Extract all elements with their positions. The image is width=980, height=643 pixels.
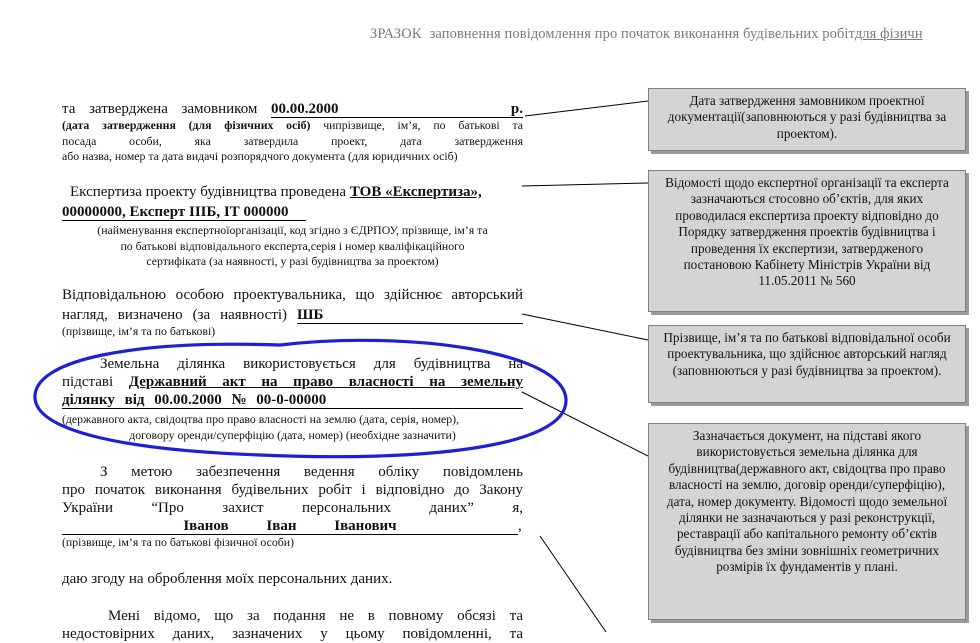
consent-note: (прізвище, ім’я та по батькові фізичної особи) — [62, 535, 295, 549]
supervision-note: (прізвище, ім’я та по батькові) — [62, 324, 216, 338]
consent-comma: , — [518, 518, 522, 534]
approval-date-field[interactable]: 00.00.2000 р. — [271, 101, 524, 117]
callout-approval-date: Дата затвердження замовником проектної документації(заповнюються у разі будівництва за проектом). — [648, 88, 966, 151]
section-supervision — [62, 286, 523, 340]
connector-line-2 — [522, 183, 648, 186]
expertise-code-field[interactable]: 00000000, Експерт ІІІБ, ІТ 000000 — [62, 205, 306, 221]
land-act-line-2[interactable]: ділянку від 00.00.2000 № 00-0-00000 — [62, 393, 523, 409]
supervision-name-field[interactable]: ШБ — [297, 308, 523, 324]
supervision-lead: нагляд, визначено (за наявності) — [62, 307, 288, 323]
agreement-text: даю згоду на оброблення моїх персональних даних. — [62, 571, 393, 587]
connector-line-1 — [525, 101, 648, 116]
section-expertise — [62, 183, 523, 270]
callout-supervision: Прізвище, ім’я та по батькові відповідальної особи проектувальника, що здійснює авторський нагляд (заповнюються у разі будівництва за проектом). — [648, 325, 966, 403]
land-line-1: Земельна ділянка використовується для будівництва на — [100, 356, 523, 372]
land-line-3 — [62, 391, 523, 409]
section-liability — [62, 607, 523, 643]
section-consent — [62, 463, 523, 551]
supervision-line-1: Відповідальною особою проектувальника, що здійснює авторський — [62, 287, 523, 303]
expertise-lead: Експертиза проекту будівництва проведена — [70, 184, 347, 200]
section-agreement — [62, 570, 523, 588]
expertise-code-line — [62, 203, 523, 221]
consent-name-field[interactable]: Іванов Іван Іванович — [62, 519, 518, 535]
section-land-plot — [62, 355, 523, 443]
consent-name-line — [62, 517, 523, 535]
approval-lead: та затверджена замовником — [62, 101, 258, 117]
consent-law: України “Про захист персональних даних” — [62, 500, 474, 516]
land-line-2 — [62, 373, 523, 391]
callout-land-plot: Зазначається документ, на підставі якого використовується земельна ділянка для будівництва(державного акт, свідоцтва про право власності на землю, договір оренди/суперфіцію), дата, номер документу. Відомості щодо земельної ділянки не зазначаються у разі реконструкції, реставрації або капітального ремонту об’єктів будівництва без зміни зовнішніх геометричних розмірів їх фундаментів у плані. — [648, 423, 966, 620]
approval-line — [62, 100, 523, 118]
section-approval — [62, 100, 523, 165]
header-prefix: ЗРАЗОК — [370, 26, 422, 42]
approval-note-3: або назва, номер та дата видачі розпорядчого документа (для юридичних осіб) — [62, 149, 458, 163]
approval-note-bold: (дата затвердження (для фізичних осіб) — [62, 118, 311, 132]
consent-line-3 — [62, 499, 523, 517]
expertise-org[interactable]: ТОВ «Експертиза», — [349, 184, 482, 200]
land-lead: підставі — [62, 374, 114, 390]
land-act-line-1[interactable]: Державний акт на право власності на земельну — [128, 374, 523, 390]
expertise-note-1: (найменування експертноїорганізації, код згідно з ЄДРПОУ, прізвище, ім’я та — [97, 223, 488, 237]
liability-line-2: недостовірних даних, зазначених у цьому повідомленні, та — [62, 626, 523, 642]
approval-note-rest: чипрізвище, ім’я, по батькові та — [323, 118, 523, 132]
expertise-note-2: по батькові відповідального експерта,серія і номер кваліфікаційного — [120, 238, 465, 253]
expertise-note-3: сертифіката (за наявності, у разі будівництва за проектом) — [146, 254, 439, 268]
consent-pronoun: я, — [512, 500, 524, 516]
consent-line-1: З метою забезпечення ведення обліку повідомлень — [100, 464, 523, 480]
land-note-2: договору оренди/суперфіцію (дата, номер) (необхідне зазначити) — [129, 427, 456, 442]
connector-line-4 — [522, 392, 648, 456]
approval-note-1 — [62, 118, 523, 134]
callout-expertise: Відомості щодо експертної організації та експерта зазначаються стосовно об’єктів, для яких проводилася експертиза проекту відповідно до Порядку затвердження проектів будівництва і проведення їх експертизи, затвердженого постановою Кабінету Міністрів України від 11.05.2011 № 560 — [648, 170, 966, 312]
expertise-line — [62, 183, 523, 201]
connector-line-3 — [522, 314, 648, 340]
approval-note-2: посада особи, яка затвердила проект, дата затвердження — [62, 133, 523, 148]
connector-line-5 — [540, 536, 606, 632]
supervision-line-2 — [62, 306, 523, 324]
header-text: заповнення повідомлення про початок виконання будівельних робіт — [429, 26, 855, 42]
liability-line-1: Мені відомо, що за подання не в повному обсязі та — [108, 608, 523, 624]
consent-line-2: про початок виконання будівельних робіт і відповідно до Закону — [62, 482, 523, 498]
land-note-1: (державного акта, свідоцтва про право власності на землю (дата, серія, номер), — [62, 412, 460, 426]
header-tail: для фізичн — [854, 26, 923, 42]
